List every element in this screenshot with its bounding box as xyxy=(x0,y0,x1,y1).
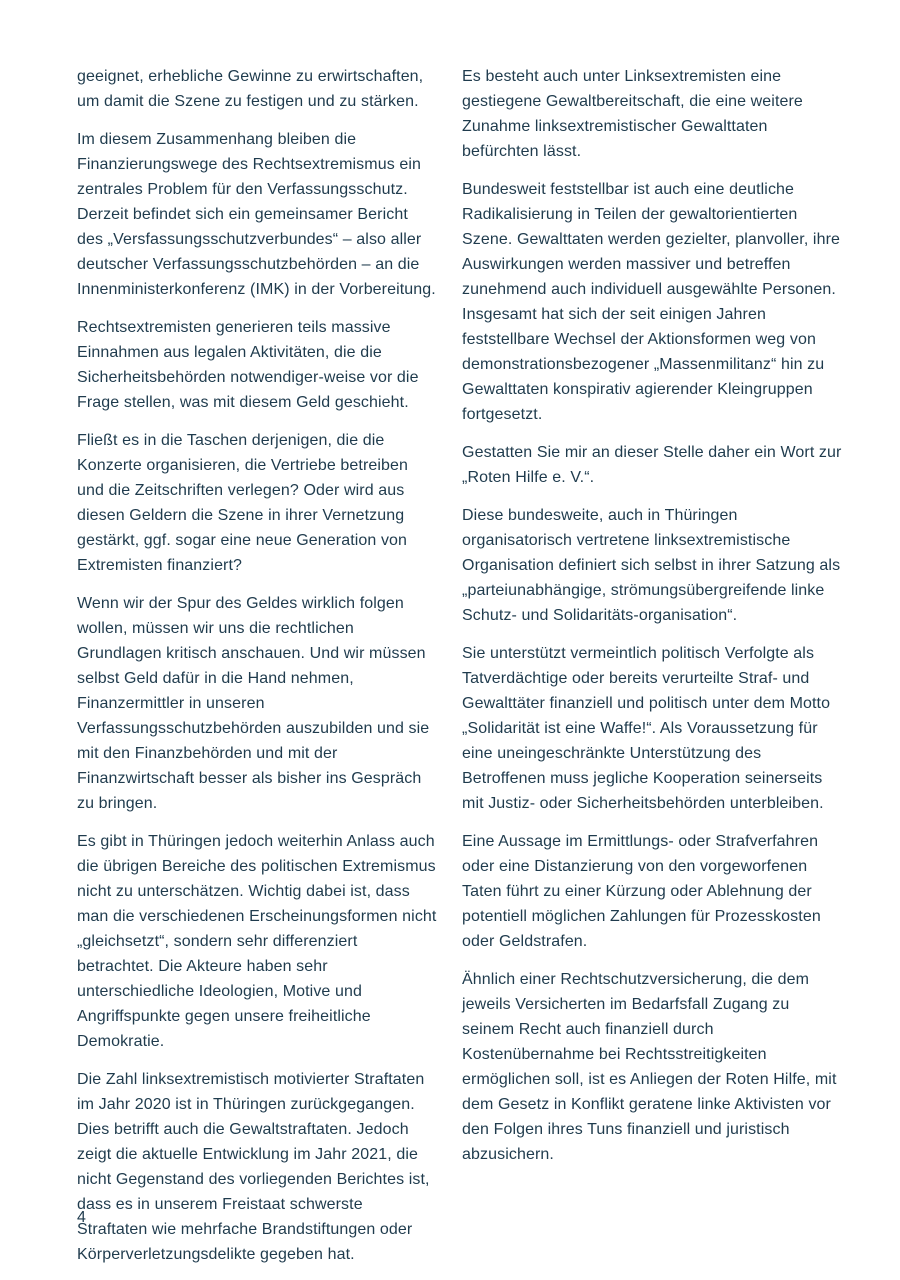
paragraph: Bundesweit feststellbar ist auch eine deutliche Radikalisierung in Teilen der gewaltorientierten Szene. Gewalttaten werden gezielter, planvoller, ihre Auswirkungen werden massiver und betreffen zunehmend auch individuell ausgewählte Personen. Insgesamt hat sich der seit einigen Jahren feststellbare Wechsel der Aktionsformen weg von demonstrationsbezogener „Massenmilitanz“ hin zu Gewalttaten konspirativ agierender Kleingruppen fortgesetzt. xyxy=(462,181,840,423)
paragraph: Im diesem Zusammenhang bleiben die Finanzierungswege des Rechtsextremismus ein zentrales Problem für den Verfassungsschutz. Derzeit befindet sich ein gemeinsamer Bericht des „Versfassungsschutzverbundes“ – also aller deutscher Verfassungsschutzbehörden – an die Innenministerkonferenz (IMK) in der Vorbereitung. xyxy=(77,131,436,298)
paragraph: Fließt es in die Taschen derjenigen, die die Konzerte organisieren, die Vertriebe betreiben und die Zeitschriften verlegen? Oder wird aus diesen Geldern die Szene in ihrer Vernetzung gestärkt, ggf. sogar eine neue Generation von Extremisten finanziert? xyxy=(77,432,409,574)
paragraph: Die Zahl linksextremistisch motivierter Straftaten im Jahr 2020 ist in Thüringen zurückgegangen. Dies betrifft auch die Gewaltstraftaten. Jedoch zeigt die aktuelle Entwicklung im Jahr 2021, die nicht Gegenstand des vorliegenden Berichtes ist, dass es in unserem Freistaat schwerste Straftaten wie mehrfache Brandstiftungen oder Körperverletzungsdelikte gegeben hat. xyxy=(77,1071,430,1263)
paragraph: Ähnlich einer Rechtschutzversicherung, die dem jeweils Versicherten im Bedarfsfall Zugang zu seinem Recht auch finanziell durch Kostenübernahme bei Rechtsstreitigkeiten ermöglichen soll, ist es Anliegen der Roten Hilfe, mit dem Gesetz in Konflikt geratene linke Aktivisten vor den Folgen ihres Tuns finanziell und juristisch abzusichern. xyxy=(462,971,837,1163)
paragraph: geeignet, erhebliche Gewinne zu erwirtschaften, um damit die Szene zu festigen und zu stärken. xyxy=(77,68,424,110)
paragraph: Eine Aussage im Ermittlungs- oder Strafverfahren oder eine Distanzierung von den vorgeworfenen Taten führt zu einer Kürzung oder Ablehnung der potentiell möglichen Zahlungen für Prozesskosten oder Geldstrafen. xyxy=(462,833,821,950)
paragraph: Es gibt in Thüringen jedoch weiterhin Anlass auch die übrigen Bereiche des politischen Extremismus nicht zu unterschätzen. Wichtig dabei ist, dass man die verschiedenen Erscheinungsformen nicht „gleichsetzt“, sondern sehr differenziert betrachtet. Die Akteure haben sehr unterschiedliche Ideologien, Motive und Angriffspunkte gegen unsere freiheitliche Demokratie. xyxy=(77,833,437,1050)
paragraph: Gestatten Sie mir an dieser Stelle daher ein Wort zur „Roten Hilfe e. V.“. xyxy=(462,444,842,486)
left-column xyxy=(77,64,437,1280)
page-number: 4 xyxy=(77,1209,86,1226)
paragraph: Rechtsextremisten generieren teils massive Einnahmen aus legalen Aktivitäten, die die Sicherheitsbehörden notwendiger-weise vor die Frage stellen, was mit diesem Geld geschieht. xyxy=(77,319,419,411)
right-column xyxy=(462,64,845,1180)
paragraph: Es besteht auch unter Linksextremisten eine gestiegene Gewaltbereitschaft, die eine weitere Zunahme linksextremistischer Gewalttaten befürchten lässt. xyxy=(462,68,803,160)
paragraph: Sie unterstützt vermeintlich politisch Verfolgte als Tatverdächtige oder bereits verurteilte Straf- und Gewalttäter finanziell und politisch unter dem Motto „Solidarität ist eine Waffe!“. Als Voraussetzung für eine uneingeschränkte Unterstützung des Betroffenen muss jegliche Kooperation seinerseits mit Justiz- oder Sicherheitsbehörden unterbleiben. xyxy=(462,645,831,812)
text-columns xyxy=(77,64,845,1280)
paragraph: Wenn wir der Spur des Geldes wirklich folgen wollen, müssen wir uns die rechtlichen Grundlagen kritisch anschauen. Und wir müssen selbst Geld dafür in die Hand nehmen, Finanzermittler in unseren Verfassungsschutzbehörden auszubilden und sie mit den Finanzbehörden und mit der Finanzwirtschaft besser als bisher ins Gespräch zu bringen. xyxy=(77,595,430,812)
paragraph: Diese bundesweite, auch in Thüringen organisatorisch vertretene linksextremistische Organisation definiert sich selbst in ihrer Satzung als „parteiunabhängige, strömungsübergreifende linke Schutz- und Solidaritäts-organisation“. xyxy=(462,507,841,624)
